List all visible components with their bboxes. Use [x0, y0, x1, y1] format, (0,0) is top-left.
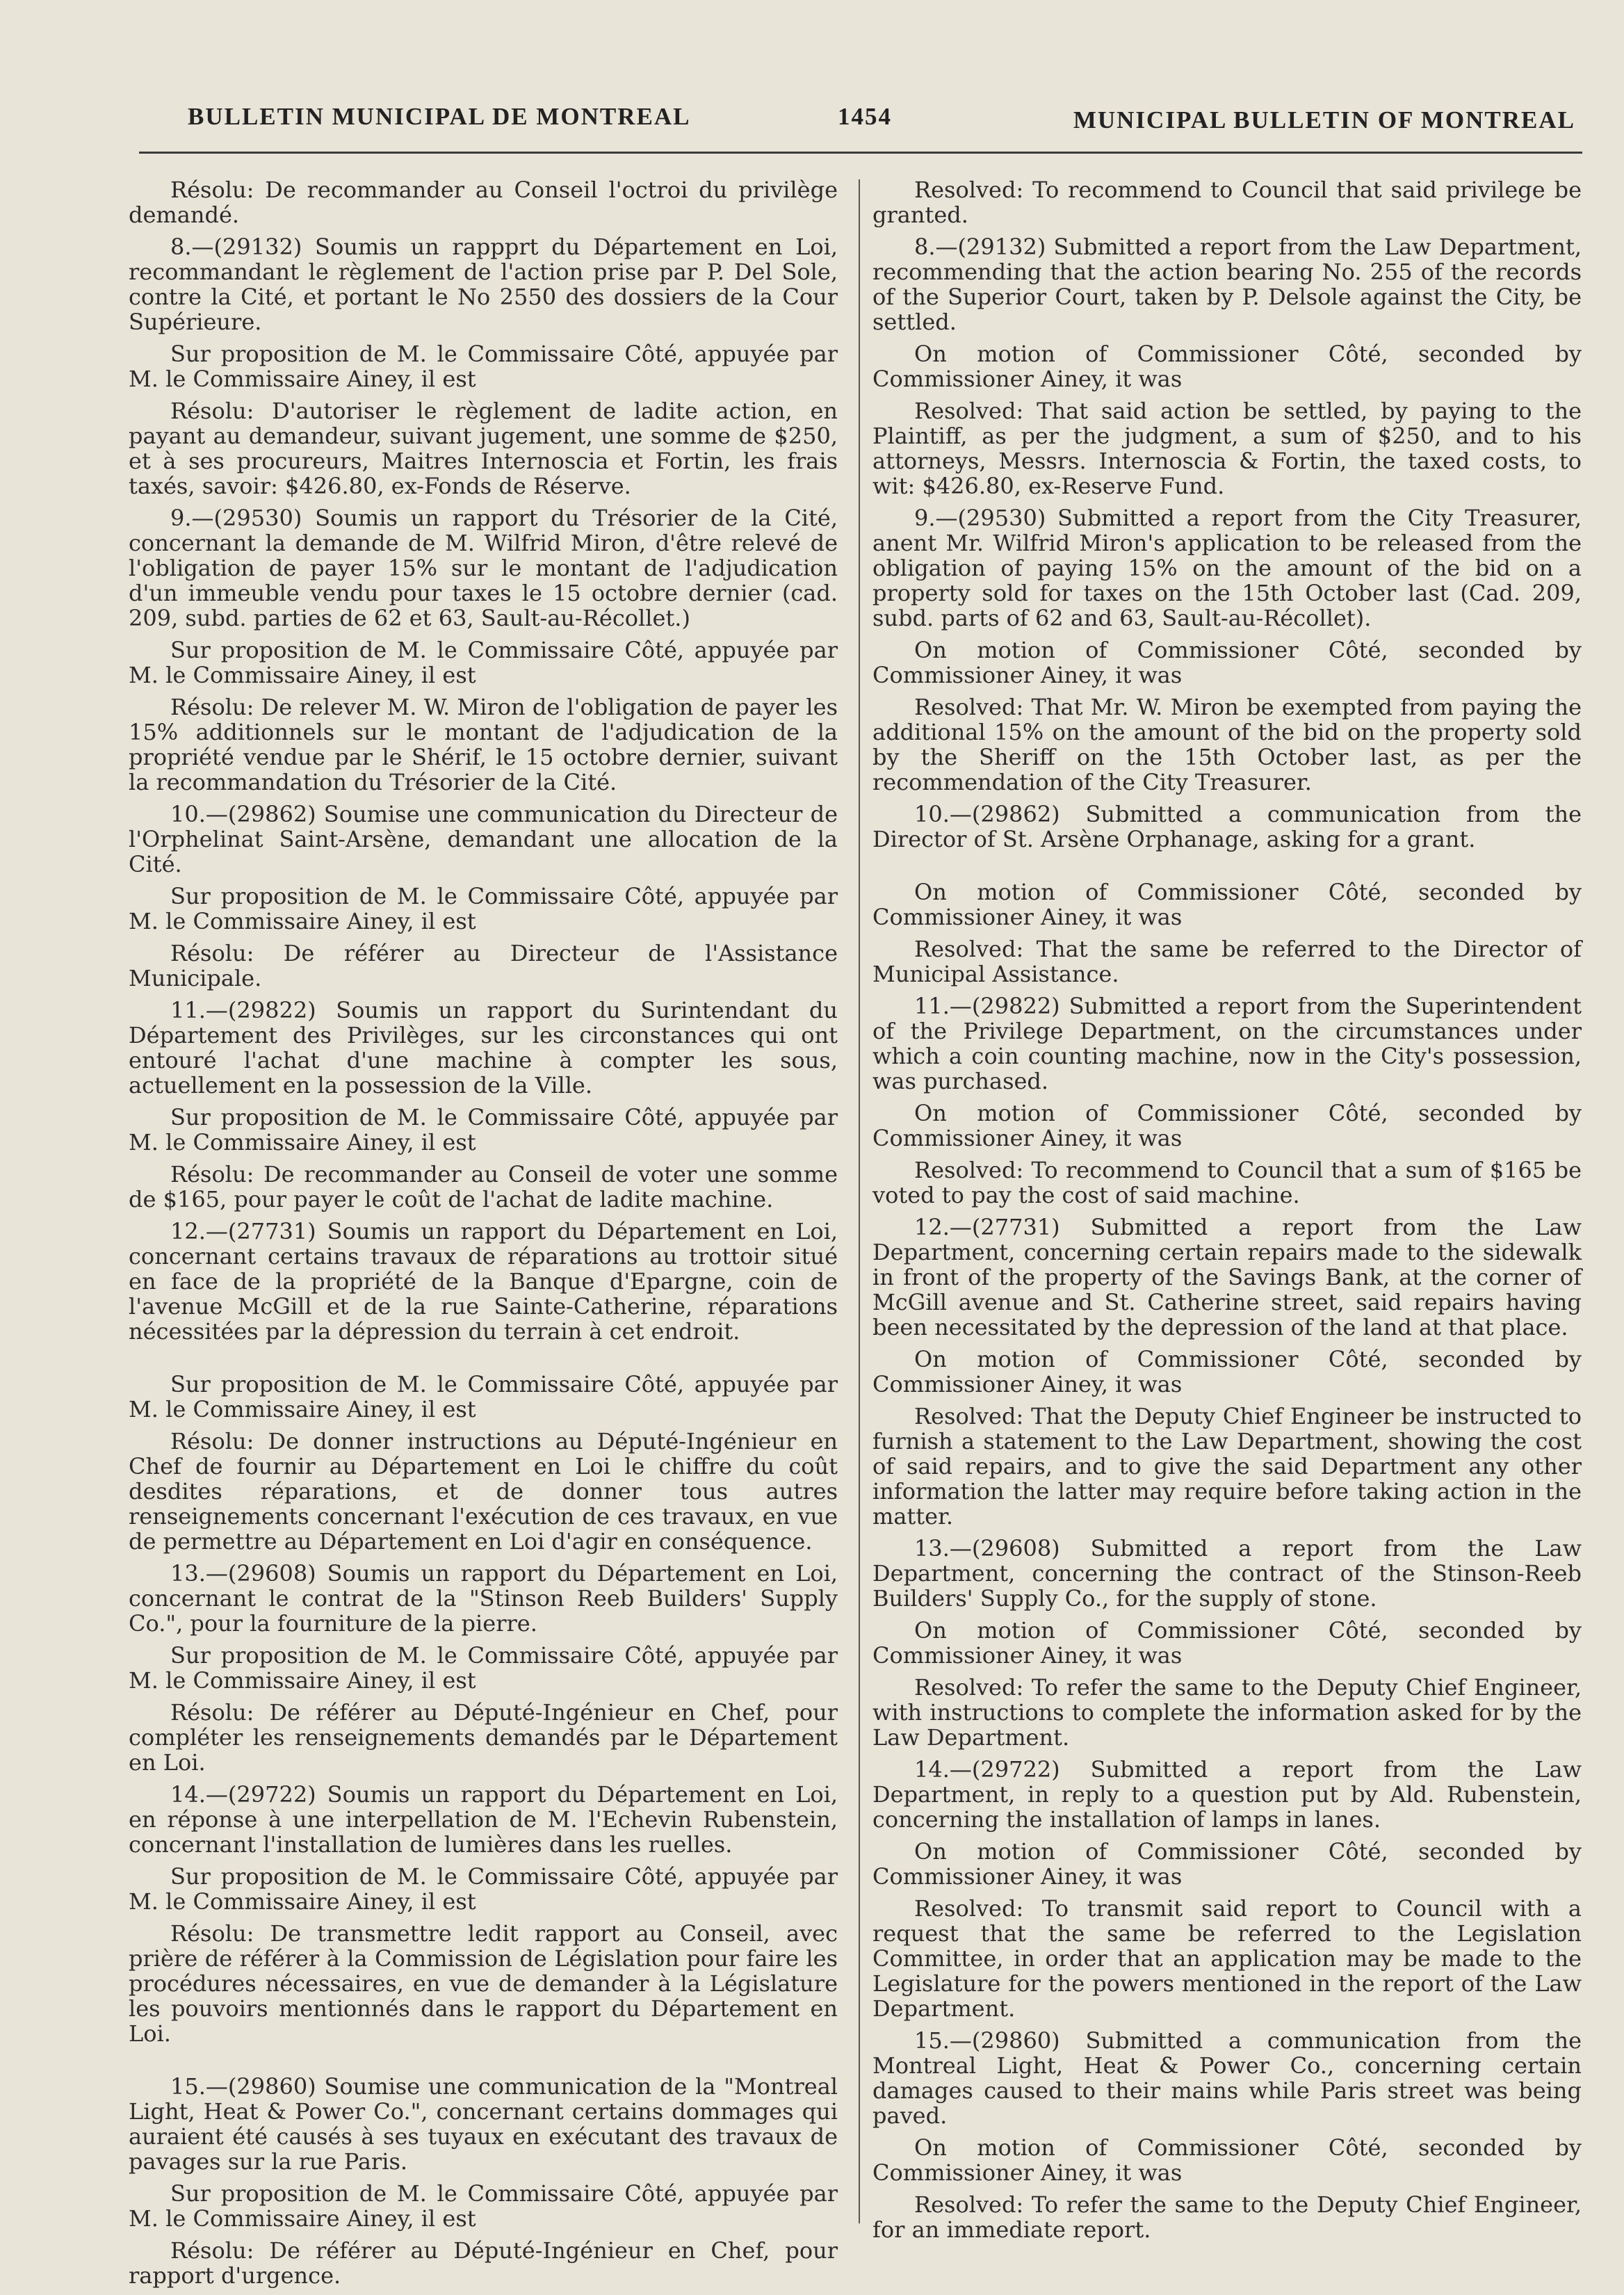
- paragraph: 12.—(27731) Submitted a report from the Law Department, concerning certain repairs made to the sidewalk in front of the property of the Savings Bank, at the corner of McGill avenue and St. Catherine street, said repairs having been necessitated by the depression of the land at that place.: [872, 1214, 1582, 1340]
- paragraph: Résolu: De donner instructions au Député-Ingénieur en Chef de fournir au Département en Loi le chiffre du coût desdites réparations, et de donner tous autres renseignements concernant l'exécution de ces travaux, en vue de permettre au Département en Loi d'agir en conséquence.: [129, 1428, 838, 1555]
- paragraph: Résolu: De recommander au Conseil l'octroi du privilège demandé.: [129, 177, 838, 228]
- paragraph: Sur proposition de M. le Commissaire Côté, appuyée par M. le Commissaire Ainey, il est: [129, 1642, 838, 1694]
- header-rule: [139, 152, 1582, 154]
- paragraph: Resolved: To recommend to Council that said privilege be granted.: [872, 177, 1582, 228]
- paragraph: Sur proposition de M. le Commissaire Côté, appuyée par M. le Commissaire Ainey, il est: [129, 637, 838, 688]
- paragraph: 15.—(29860) Soumise une communication de la "Montreal Light, Heat & Power Co.", concernant certains dommages qui auraient été causés à ses tuyaux en exécutant des travaux de pavages sur la rue Paris.: [129, 2073, 838, 2175]
- paragraph: On motion of Commissioner Côté, seconded by Commissioner Ainey, it was: [872, 341, 1582, 392]
- paragraph: 11.—(29822) Soumis un rapport du Surintendant du Département des Privilèges, sur les circonstances qui ont entouré l'achat d'une machine à compter les sous, actuellement en la possession de la Ville.: [129, 997, 838, 1098]
- paragraph: Résolu: De transmettre ledit rapport au Conseil, avec prière de référer à la Commission de Législation pour faire les procédures nécessaires, en vue de demander à la Législature les pouvoirs mentionnés dans le rapport du Département en Loi.: [129, 1920, 838, 2047]
- french-column: [129, 177, 838, 2295]
- paragraph: 10.—(29862) Submitted a communication from the Director of St. Arsène Orphanage, asking for a grant.: [872, 801, 1582, 852]
- paragraph: Résolu: De référer au Directeur de l'Assistance Municipale.: [129, 940, 838, 991]
- paragraph: Résolu: D'autoriser le règlement de ladite action, en payant au demandeur, suivant jugement, une somme de $250, et à ses procureurs, Maitres Internoscia et Fortin, les frais taxés, savoir: $426.80, ex-Fonds de Réserve.: [129, 398, 838, 499]
- paragraph: 9.—(29530) Submitted a report from the City Treasurer, anent Mr. Wilfrid Miron's application to be released from the obligation of paying 15% on the amount of the bid on a property sold for taxes on the 15th October last (Cad. 209, subd. parts of 62 and 63, Sault-au-Récollet).: [872, 505, 1582, 631]
- paragraph: Résolu: De référer au Député-Ingénieur en Chef, pour rapport d'urgence.: [129, 2237, 838, 2289]
- paragraph: Resolved: To transmit said report to Council with a request that the same be referred to the Legislation Committee, in order that an application may be made to the Legislature for the powers mentioned in the report of the Law Department.: [872, 1895, 1582, 2022]
- paragraph: Résolu: De recommander au Conseil de voter une somme de $165, pour payer le coût de l'achat de ladite machine.: [129, 1161, 838, 1213]
- paragraph: Résolu: De référer au Député-Ingénieur en Chef, pour compléter les renseignements demandés par le Département en Loi.: [129, 1699, 838, 1776]
- paragraph: 11.—(29822) Submitted a report from the Superintendent of the Privilege Department, on the circumstances under which a coin counting machine, now in the City's possession, was purchased.: [872, 993, 1582, 1094]
- paragraph: On motion of Commissioner Côté, seconded by Commissioner Ainey, it was: [872, 637, 1582, 688]
- paragraph: Resolved: That the same be referred to the Director of Municipal Assistance.: [872, 936, 1582, 987]
- paragraph: On motion of Commissioner Côté, seconded by Commissioner Ainey, it was: [872, 2134, 1582, 2186]
- paragraph: On motion of Commissioner Côté, seconded by Commissioner Ainey, it was: [872, 1838, 1582, 1890]
- paragraph: Sur proposition de M. le Commissaire Côté, appuyée par M. le Commissaire Ainey, il est: [129, 341, 838, 392]
- paragraph: On motion of Commissioner Côté, seconded by Commissioner Ainey, it was: [872, 879, 1582, 930]
- paragraph: On motion of Commissioner Côté, seconded by Commissioner Ainey, it was: [872, 1346, 1582, 1397]
- paragraph: 14.—(29722) Soumis un rapport du Département en Loi, en réponse à une interpellation de M. l'Echevin Rubenstein, concernant l'installation de lumières dans les ruelles.: [129, 1781, 838, 1858]
- paragraph: 12.—(27731) Soumis un rapport du Département en Loi, concernant certains travaux de réparations au trottoir situé en face de la propriété de la Banque d'Epargne, coin de l'avenue McGill et de la rue Sainte-Catherine, réparations nécessitées par la dépression du terrain à cet endroit.: [129, 1218, 838, 1345]
- paragraph: Sur proposition de M. le Commissaire Côté, appuyée par M. le Commissaire Ainey, il est: [129, 2180, 838, 2232]
- paragraph: 15.—(29860) Submitted a communication from the Montreal Light, Heat & Power Co., concerning certain damages caused to their mains while Paris street was being paved.: [872, 2027, 1582, 2129]
- paragraph: On motion of Commissioner Côté, seconded by Commissioner Ainey, it was: [872, 1100, 1582, 1151]
- paragraph: 8.—(29132) Submitted a report from the Law Department, recommending that the action bearing No. 255 of the records of the Superior Court, taken by P. Delsole against the City, be settled.: [872, 234, 1582, 335]
- paragraph: 9.—(29530) Soumis un rapport du Trésorier de la Cité, concernant la demande de M. Wilfrid Miron, d'être relevé de l'obligation de payer 15% sur le montant de l'adjudication d'un immeuble vendu pour taxes le 15 octobre dernier (cad. 209, subd. parties de 62 et 63, Sault-au-Récollet.): [129, 505, 838, 631]
- paragraph: Résolu: De relever M. W. Miron de l'obligation de payer les 15% additionnels sur le montant de l'adjudication de la propriété vendue par le Shérif, le 15 octobre dernier, suivant la recommandation du Trésorier de la Cité.: [129, 694, 838, 795]
- paragraph: Resolved: That said action be settled, by paying to the Plaintiff, as per the judgment, a sum of $250, and to his attorneys, Messrs. Internoscia & Fortin, the taxed costs, to wit: $426.80, ex-Reserve Fund.: [872, 398, 1582, 499]
- paragraph: 13.—(29608) Soumis un rapport du Département en Loi, concernant le contrat de la "Stinson Reeb Builders' Supply Co.", pour la fourniture de la pierre.: [129, 1560, 838, 1637]
- header-title-french: BULLETIN MUNICIPAL DE MONTREAL: [188, 103, 691, 130]
- paragraph: Sur proposition de M. le Commissaire Côté, appuyée par M. le Commissaire Ainey, il est: [129, 1863, 838, 1915]
- paragraph: Resolved: That Mr. W. Miron be exempted from paying the additional 15% on the amount of the bid on the property sold by the Sheriff on the 15th October last, as per the recommendation of the City Treasurer.: [872, 694, 1582, 795]
- column-divider: [859, 179, 860, 2223]
- paragraph: 13.—(29608) Submitted a report from the Law Department, concerning the contract of the Stinson-Reeb Builders' Supply Co., for the supply of stone.: [872, 1535, 1582, 1612]
- page-number: 1454: [838, 103, 892, 130]
- page-header: [188, 103, 1575, 145]
- paragraph: Resolved: To recommend to Council that a sum of $165 be voted to pay the cost of said machine.: [872, 1157, 1582, 1208]
- paragraph: Sur proposition de M. le Commissaire Côté, appuyée par M. le Commissaire Ainey, il est: [129, 1371, 838, 1422]
- paragraph: On motion of Commissioner Côté, seconded by Commissioner Ainey, it was: [872, 1617, 1582, 1669]
- paragraph: 8.—(29132) Soumis un rappprt du Département en Loi, recommandant le règlement de l'action prise par P. Del Sole, contre la Cité, et portant le No 2550 des dossiers de la Cour Supérieure.: [129, 234, 838, 335]
- paragraph: 14.—(29722) Submitted a report from the Law Department, in reply to a question put by Ald. Rubenstein, concerning the installation of lamps in lanes.: [872, 1756, 1582, 1833]
- paragraph: Sur proposition de M. le Commissaire Côté, appuyée par M. le Commissaire Ainey, il est: [129, 1104, 838, 1155]
- paragraph: Resolved: To refer the same to the Deputy Chief Engineer, for an immediate report.: [872, 2191, 1582, 2243]
- english-column: [872, 177, 1582, 2249]
- header-title-english: MUNICIPAL BULLETIN OF MONTREAL: [1073, 106, 1575, 133]
- paragraph: Sur proposition de M. le Commissaire Côté, appuyée par M. le Commissaire Ainey, il est: [129, 883, 838, 934]
- paragraph: 10.—(29862) Soumise une communication du Directeur de l'Orphelinat Saint-Arsène, demandant une allocation de la Cité.: [129, 801, 838, 877]
- paragraph: Resolved: To refer the same to the Deputy Chief Engineer, with instructions to complete the information asked for by the Law Department.: [872, 1674, 1582, 1751]
- paragraph: Resolved: That the Deputy Chief Engineer be instructed to furnish a statement to the Law Department, showing the cost of said repairs, and to give the said Department any other information the latter may require before taking action in the matter.: [872, 1403, 1582, 1530]
